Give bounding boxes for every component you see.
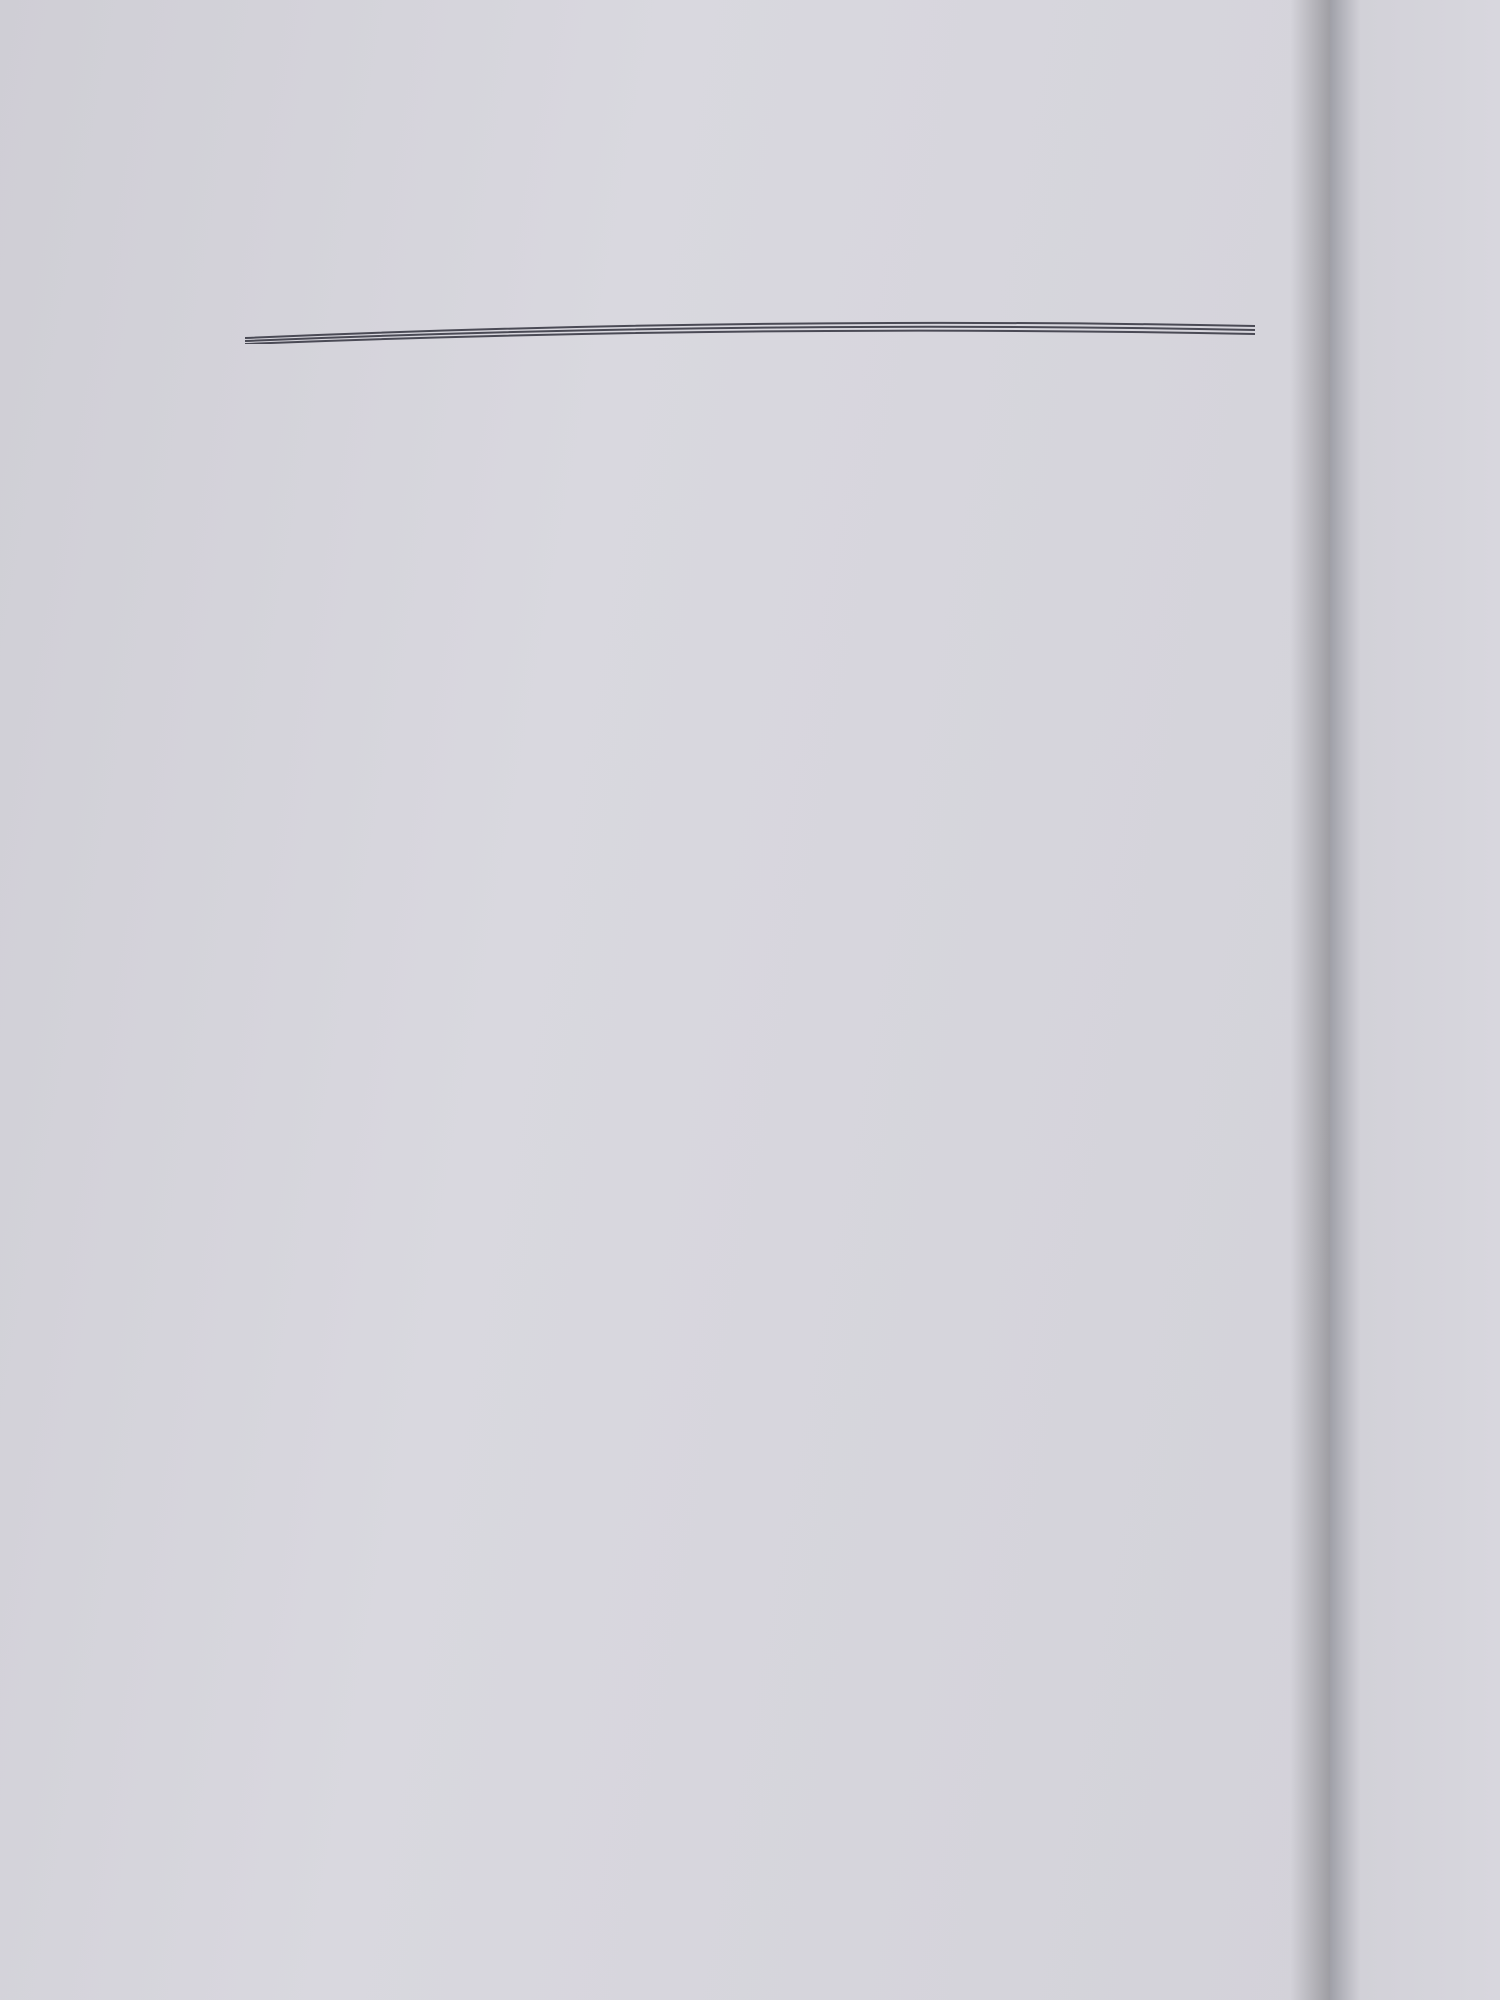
gutter-shadow <box>1290 0 1330 2000</box>
facing-page <box>1330 0 1500 2000</box>
page-header <box>150 8 1280 48</box>
section-divider <box>245 320 1255 344</box>
